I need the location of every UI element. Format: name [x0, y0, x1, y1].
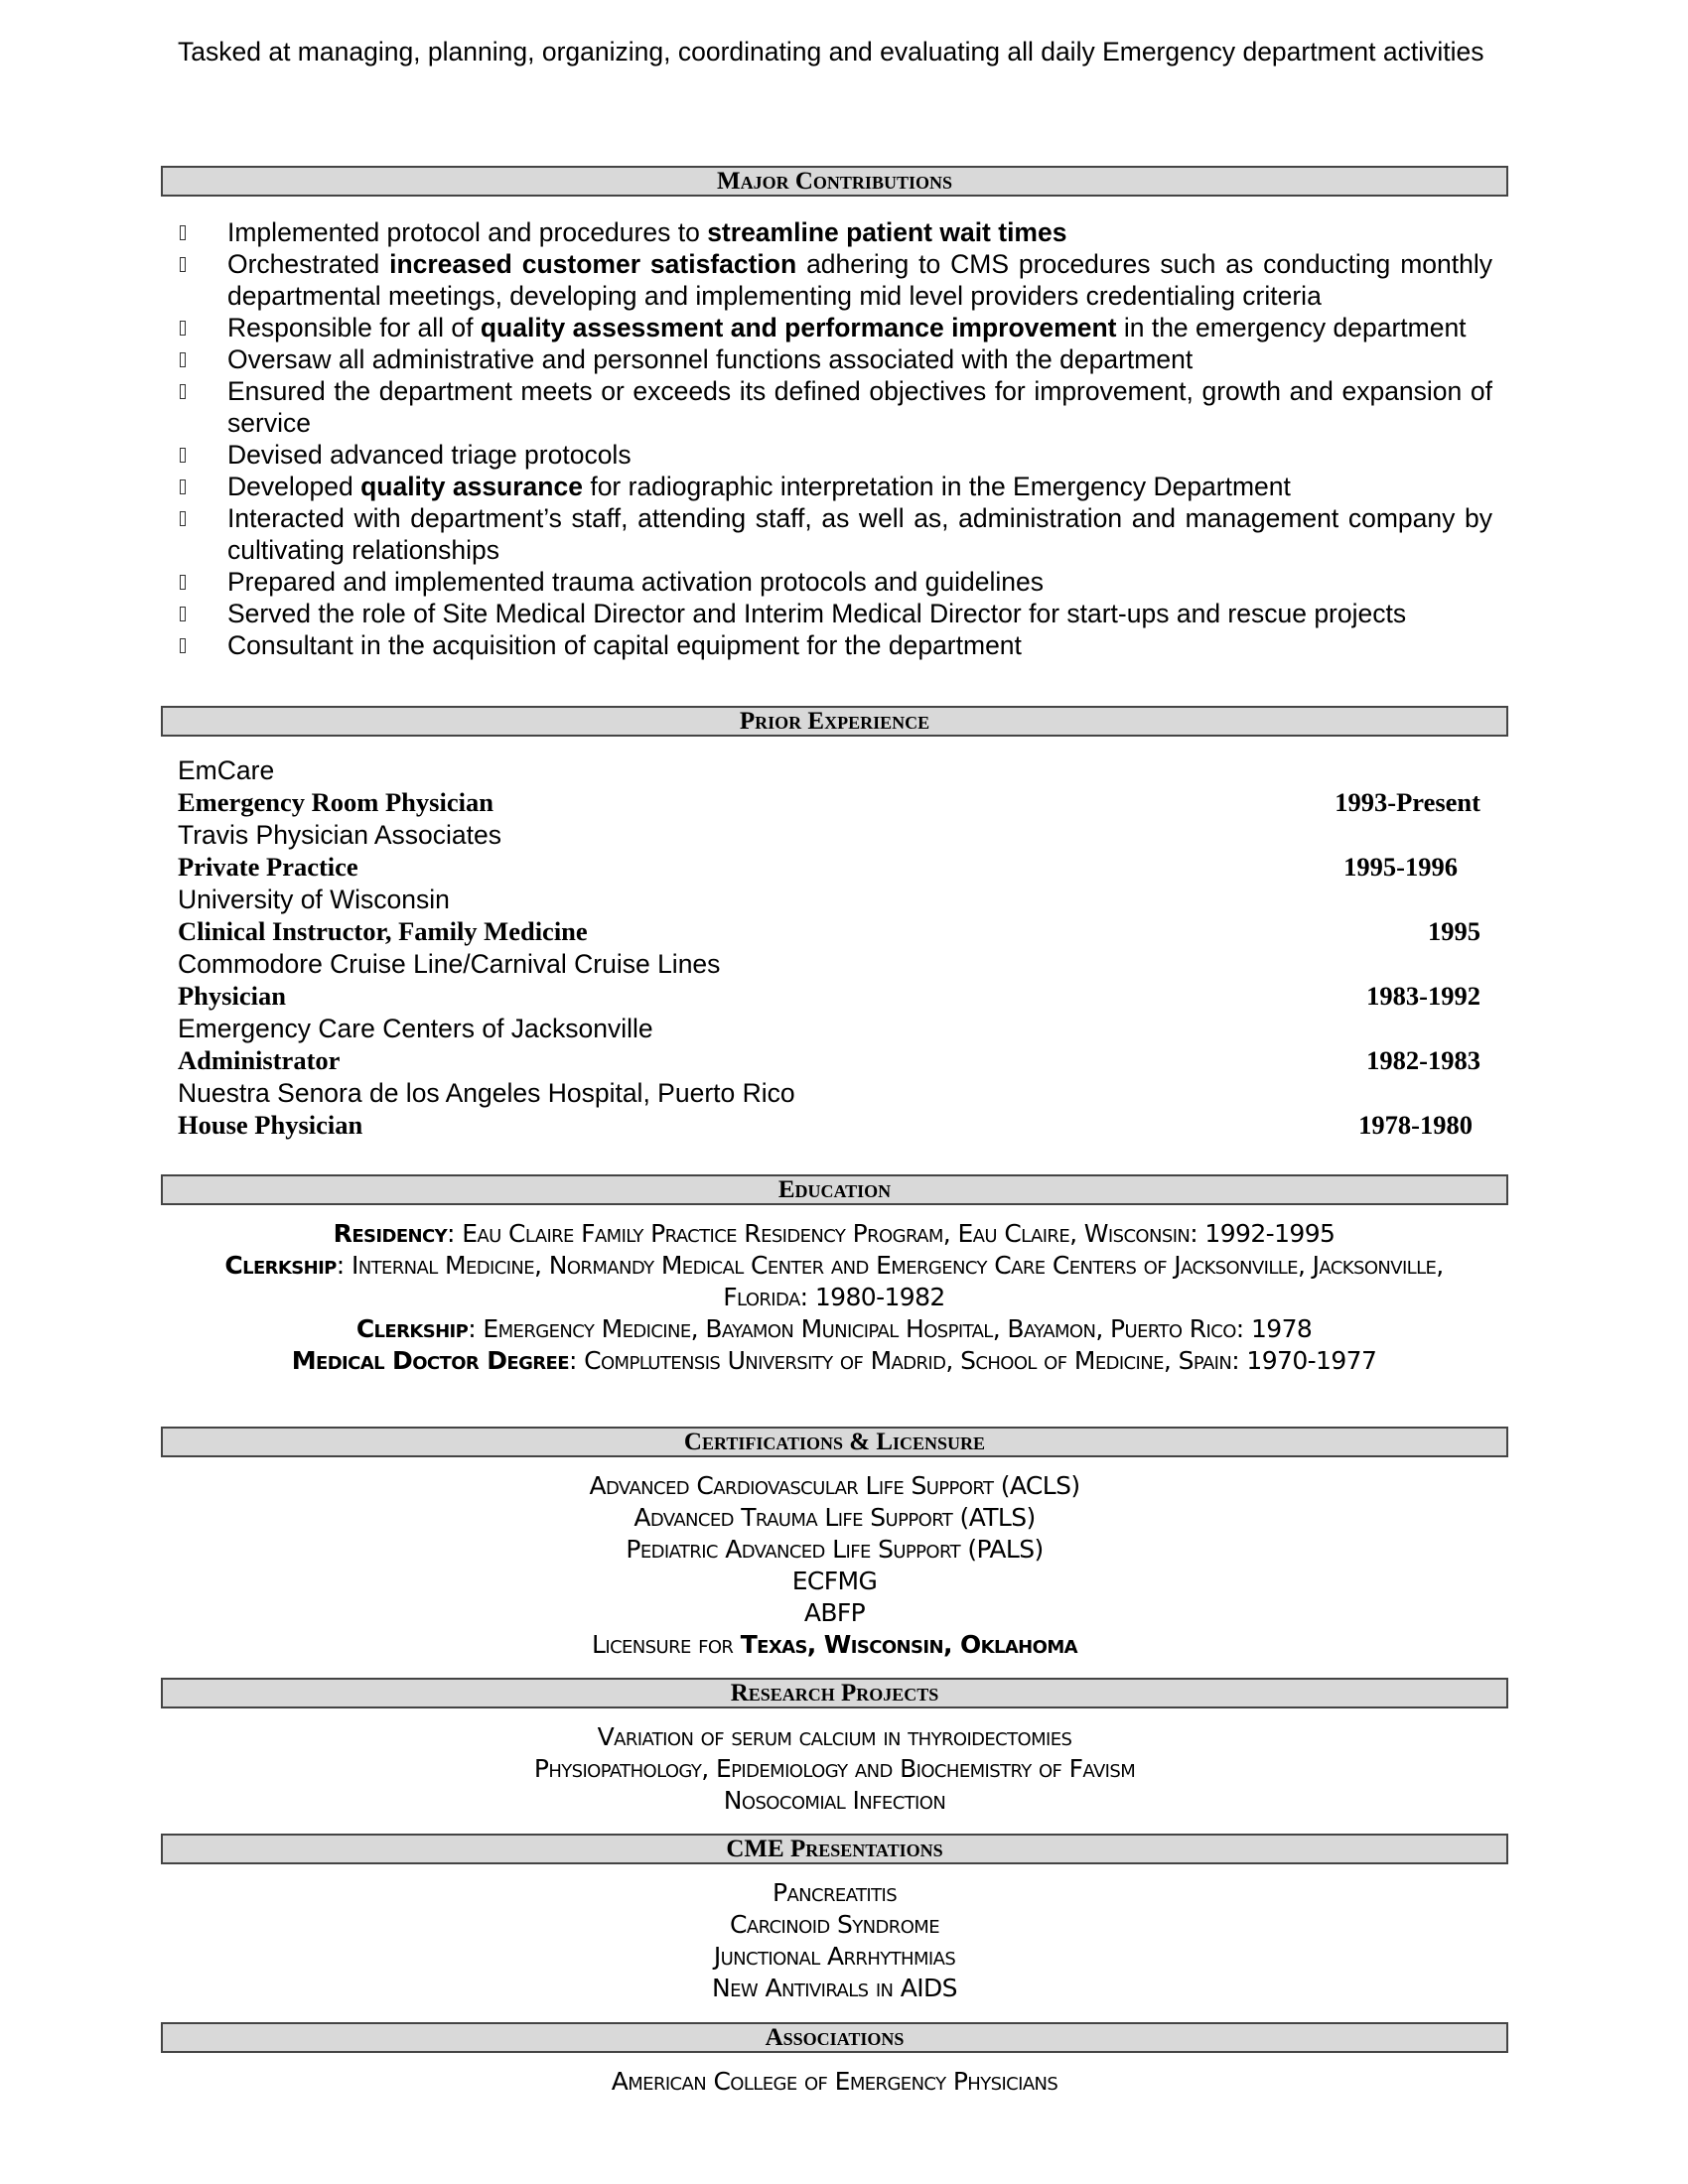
employer: Emergency Care Centers of Jacksonville	[178, 1014, 653, 1043]
associations-list	[161, 2066, 1508, 2098]
certification-item: Advanced Cardiovascular Life Support (ACLS)	[589, 1471, 1080, 1500]
item-text: Interacted with department’s staff, attending staff, as well as, administration and management company by cultivating relationships	[227, 503, 1492, 565]
research-list	[161, 1721, 1508, 1817]
list-item	[178, 439, 1492, 471]
bullet-icon	[180, 638, 186, 653]
employer: EmCare	[178, 755, 275, 785]
education-item: Clerkship: Internal Medicine, Normandy Medical Center and Emergency Care Centers of Jacksonville, Jacksonville, Florida: 1980-1982	[224, 1251, 1444, 1311]
cme-item: New Antivirals in AIDS	[712, 1974, 957, 2002]
item-text: Implemented protocol and procedures to	[227, 217, 708, 247]
item-text: Served the role of Site Medical Director and Interim Medical Director for start-ups and rescue projects	[227, 599, 1407, 628]
item-bold-text: quality assessment and performance improvement	[480, 313, 1117, 342]
licensure-item: Licensure for Texas, Wisconsin, Oklahoma	[592, 1630, 1077, 1659]
list-item	[178, 502, 1492, 566]
item-text: Oversaw all administrative and personnel functions associated with the department	[227, 344, 1194, 374]
list-item	[178, 248, 1492, 312]
item-text: Responsible for all of	[227, 313, 481, 342]
job-title: Administrator 1982-1983	[178, 1045, 1480, 1075]
list-item	[178, 343, 1492, 375]
education-item: Residency: Eau Claire Family Practice Residency Program, Eau Claire, Wisconsin: 1992-1995	[333, 1219, 1336, 1248]
bullet-icon	[180, 448, 186, 463]
cme-item: Carcinoid Syndrome	[730, 1910, 939, 1939]
list-item	[178, 375, 1492, 439]
section-header-certifications: Certifications & Licensure	[161, 1427, 1508, 1457]
research-item: Nosocomial Infection	[723, 1786, 946, 1815]
employer: Travis Physician Associates	[178, 820, 501, 850]
job-dates: 1995	[1428, 916, 1480, 946]
intro-text: Tasked at managing, planning, organizing, coordinating and evaluating all daily Emergency department activities	[178, 37, 1484, 67]
cme-item: Pancreatitis	[772, 1878, 898, 1907]
job-dates: 1995-1996	[1343, 852, 1458, 882]
list-item	[178, 598, 1492, 629]
item-text: Developed	[227, 472, 361, 501]
job-dates: 1982-1983	[1366, 1045, 1480, 1075]
bullet-icon	[180, 607, 186, 621]
experience-list	[178, 754, 1488, 1142]
bullet-icon	[180, 225, 186, 240]
list-item	[178, 566, 1492, 598]
list-item	[178, 216, 1492, 248]
job-title: Emergency Room Physician 1993-Present	[178, 787, 1480, 817]
bullet-icon	[180, 384, 186, 399]
certification-item: ABFP	[803, 1598, 866, 1627]
bullet-icon	[180, 511, 186, 526]
section-header-major-contributions: Major Contributions	[161, 166, 1508, 197]
certification-item: Advanced Trauma Life Support (ATLS)	[633, 1503, 1036, 1532]
contributions-list	[178, 216, 1492, 661]
list-item	[178, 471, 1492, 502]
association-item: American College of Emergency Physicians	[611, 2067, 1058, 2096]
bullet-icon	[180, 479, 186, 494]
section-header-education: Education	[161, 1174, 1508, 1205]
section-header-research: Research Projects	[161, 1678, 1508, 1708]
cme-item: Junctional Arrhythmias	[713, 1942, 956, 1971]
employer: Commodore Cruise Line/Carnival Cruise Lines	[178, 949, 721, 979]
job-dates: 1993-Present	[1335, 787, 1480, 817]
item-text: in the emergency department	[1116, 313, 1467, 342]
item-text: for radiographic interpretation in the Emergency Department	[582, 472, 1291, 501]
item-text: Devised advanced triage protocols	[227, 440, 632, 470]
list-item	[178, 312, 1492, 343]
job-dates: 1978-1980	[1358, 1110, 1473, 1140]
employer: University of Wisconsin	[178, 885, 450, 914]
bullet-icon	[180, 352, 186, 367]
item-bold-text: streamline patient wait times	[707, 217, 1067, 247]
certifications-list	[161, 1470, 1508, 1661]
item-bold-text: quality assurance	[360, 472, 583, 501]
certification-item: Pediatric Advanced Life Support (PALS)	[626, 1535, 1044, 1564]
education-item: Medical Doctor Degree: Complutensis University of Madrid, School of Medicine, Spain: 1970-1977	[291, 1346, 1377, 1375]
item-text: Ensured the department meets or exceeds its defined objectives for improvement, growth and expansion of service	[227, 376, 1492, 438]
item-text: adhering to CMS procedures such as conducting monthly departmental meetings, developing and implementing mid level providers credentialing criteria	[227, 249, 1492, 311]
job-dates: 1983-1992	[1366, 981, 1480, 1011]
certification-item: ECFMG	[791, 1567, 878, 1595]
section-header-prior-experience: Prior Experience	[161, 706, 1508, 737]
list-item	[178, 629, 1492, 661]
employer: Nuestra Senora de los Angeles Hospital, Puerto Rico	[178, 1078, 795, 1108]
education-item: Clerkship: Emergency Medicine, Bayamon Municipal Hospital, Bayamon, Puerto Rico: 1978	[355, 1314, 1313, 1343]
research-item: Physiopathology, Epidemiology and Biochemistry of Favism	[533, 1754, 1136, 1783]
job-title: Clinical Instructor, Family Medicine 1995	[178, 916, 1480, 946]
item-text: Orchestrated	[227, 249, 390, 279]
job-title: House Physician 1978-1980	[178, 1110, 1473, 1140]
job-title: Private Practice 1995-1996	[178, 852, 1458, 882]
item-text: Prepared and implemented trauma activation protocols and guidelines	[227, 567, 1044, 597]
section-header-cme: CME Presentations	[161, 1834, 1508, 1864]
job-title: Physician 1983-1992	[178, 981, 1480, 1011]
bullet-icon	[180, 257, 186, 272]
cme-list	[161, 1877, 1508, 2004]
bullet-icon	[180, 321, 186, 336]
bullet-icon	[180, 575, 186, 590]
research-item: Variation of serum calcium in thyroidectomies	[597, 1722, 1072, 1751]
education-list	[199, 1218, 1470, 1377]
item-bold-text: increased customer satisfaction	[389, 249, 797, 279]
item-text: Consultant in the acquisition of capital equipment for the department	[227, 630, 1022, 660]
section-header-associations: Associations	[161, 2022, 1508, 2053]
